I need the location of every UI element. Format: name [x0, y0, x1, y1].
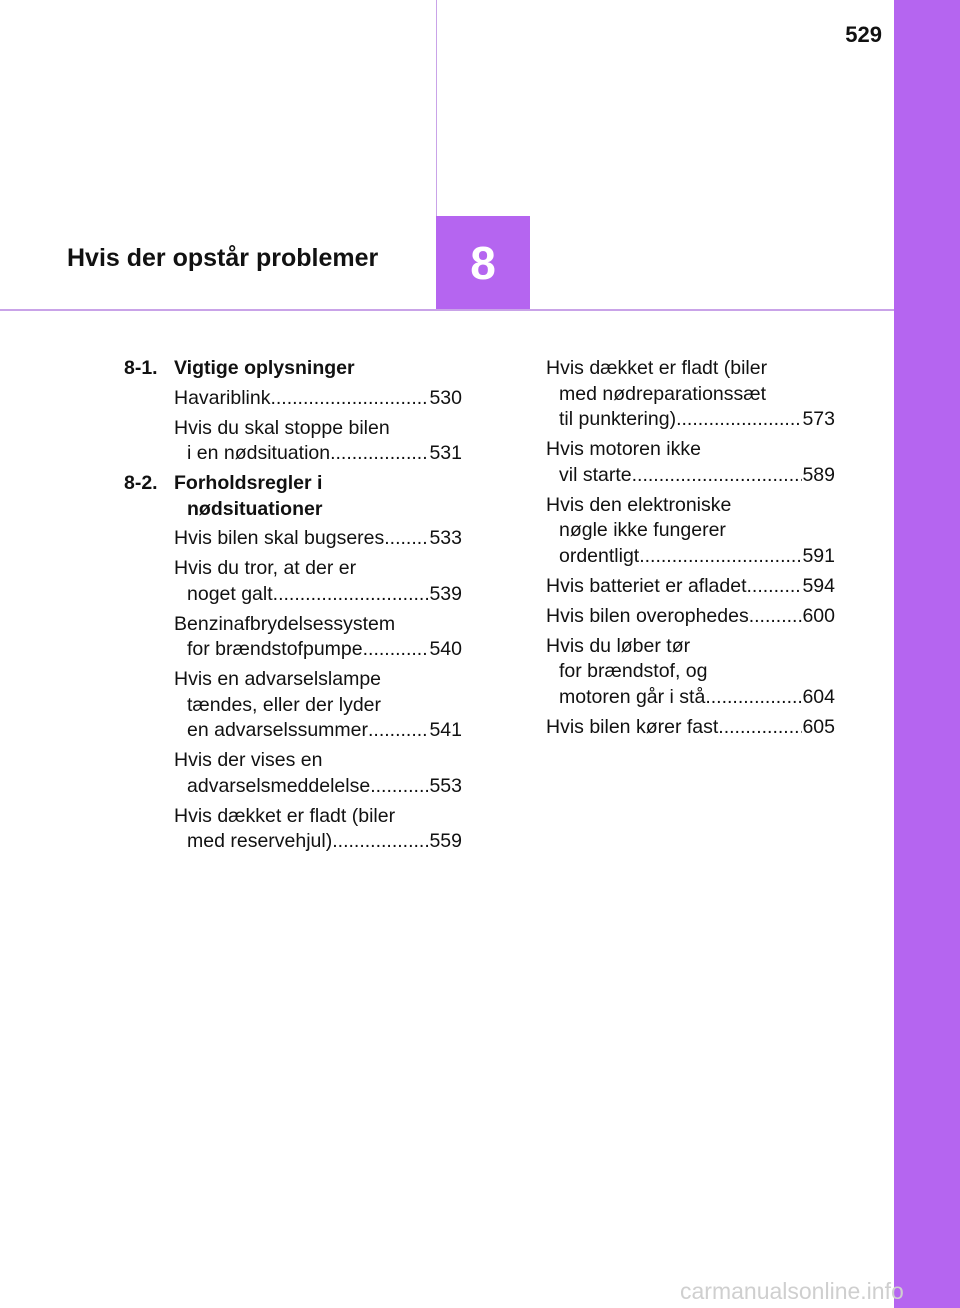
toc-dot-leader: [747, 574, 803, 600]
toc-entry-line: i en nødsituation: [187, 442, 331, 464]
toc-page-number: 533: [429, 527, 462, 549]
toc-entry-line: nøgle ikke fungerer: [559, 519, 726, 541]
toc-page-number: 539: [429, 582, 462, 605]
toc-page-number: 531: [429, 442, 462, 464]
toc-page-number: 573: [802, 408, 835, 430]
toc-entry-line: noget galt: [187, 582, 273, 605]
watermark: carmanualsonline.info: [680, 1278, 904, 1304]
toc-entry[interactable]: [546, 437, 835, 488]
toc-page-number: 553: [429, 774, 462, 797]
toc-page-number: 530: [429, 386, 462, 409]
toc-entry-line: med reservehjul): [187, 830, 333, 852]
toc-entry[interactable]: [124, 612, 462, 663]
toc-entry[interactable]: [124, 416, 462, 467]
toc-entry-line: til punktering): [559, 408, 677, 430]
toc-dot-leader: [368, 718, 429, 744]
toc-entry-last-line: [174, 829, 462, 855]
toc-dot-leader: [370, 774, 429, 800]
toc-entry-last-line: [546, 407, 835, 433]
toc-entry-last-line: [546, 715, 835, 741]
toc-dot-leader: [705, 685, 802, 711]
header-vertical-rule: [436, 0, 437, 218]
toc-entry[interactable]: [546, 715, 835, 741]
toc-entry[interactable]: [124, 556, 462, 607]
section-title-line: Forholdsregler i: [174, 472, 323, 494]
toc-page-number: 589: [802, 463, 835, 486]
toc-page-number: 605: [802, 715, 835, 738]
toc-left-column: [124, 356, 462, 859]
toc-page-number: 591: [802, 544, 835, 567]
toc-entry-line: Hvis bilen kører fast: [546, 715, 719, 738]
toc-entry-line: Hvis motoren ikke: [546, 438, 701, 460]
toc-entry[interactable]: [124, 748, 462, 799]
toc-dot-leader: [330, 441, 429, 467]
chapter-number-box: 8: [436, 216, 530, 310]
toc-entry[interactable]: [124, 526, 462, 552]
toc-entry[interactable]: [546, 604, 835, 630]
chapter-title: Hvis der opstår problemer: [67, 244, 379, 272]
toc-entry-line: Hvis den elektroniske: [546, 493, 732, 516]
toc-entry-line: tændes, eller der lyder: [187, 693, 382, 716]
toc-entry[interactable]: [124, 804, 462, 855]
toc-entry-last-line: [174, 774, 462, 800]
toc-entry[interactable]: [546, 634, 835, 711]
toc-section-heading: [124, 356, 462, 382]
chapter-sidebar-tab: [894, 0, 960, 1308]
toc-page-number: 594: [802, 574, 835, 597]
toc-entry-line: motoren går i stå: [559, 685, 706, 708]
section-title-line: Vigtige oplysninger: [174, 357, 355, 379]
toc-entry-line: vil starte: [559, 463, 632, 486]
toc-entry[interactable]: [546, 356, 835, 433]
toc-dot-leader: [273, 582, 430, 608]
toc-entry-line: Hvis bilen skal bugseres: [174, 527, 385, 549]
toc-entry-line: Hvis dækket er fladt (biler: [174, 804, 396, 827]
toc-entry-line: for brændstofpumpe: [187, 638, 363, 660]
toc-entry[interactable]: [546, 493, 835, 570]
toc-entry-line: Hvis der vises en: [174, 749, 323, 771]
section-title: [174, 356, 462, 382]
toc-entry-line: Hvis dækket er fladt (biler: [546, 357, 768, 379]
toc-entry-line: med nødreparationssæt: [559, 382, 767, 405]
toc-entry-line: ordentligt: [559, 544, 640, 567]
toc-entry-last-line: [174, 526, 462, 552]
toc-page-number: 600: [802, 604, 835, 627]
toc-entry-last-line: [174, 441, 462, 467]
toc-section-heading: [124, 471, 462, 522]
toc-page-number: 604: [802, 685, 835, 708]
toc-entry-line: Hvis en advarselslampe: [174, 668, 382, 690]
toc-entry-line: for brændstof, og: [559, 660, 708, 682]
toc-dot-leader: [363, 637, 430, 663]
toc-right-column: [546, 356, 835, 745]
toc-dot-leader: [639, 544, 802, 570]
toc-page-number: 541: [429, 719, 462, 741]
toc-entry[interactable]: [124, 667, 462, 744]
toc-dot-leader: [384, 526, 429, 552]
toc-entry-last-line: [174, 386, 462, 412]
toc-entry-last-line: [546, 544, 835, 570]
toc-page-number: 540: [429, 638, 462, 660]
section-title-line: nødsituationer: [187, 497, 323, 520]
toc-entry-last-line: [174, 718, 462, 744]
toc-dot-leader: [632, 463, 803, 489]
toc-entry-last-line: [546, 574, 835, 600]
toc-entry[interactable]: [546, 574, 835, 600]
toc-dot-leader: [749, 604, 803, 630]
toc-entry-last-line: [546, 604, 835, 630]
toc-entry-line: Hvis bilen overophedes: [546, 604, 749, 627]
toc-page-number: 559: [429, 830, 462, 852]
toc-entry-last-line: [546, 463, 835, 489]
toc-entry-line: Hvis batteriet er afladet: [546, 574, 747, 597]
toc-entry-last-line: [174, 637, 462, 663]
toc-entry-line: en advarselssummer: [187, 719, 368, 741]
toc-dot-leader: [676, 407, 802, 433]
toc-dot-leader: [718, 715, 802, 741]
toc-entry-last-line: [174, 582, 462, 608]
toc-dot-leader: [332, 829, 429, 855]
toc-entry-line: Havariblink: [174, 386, 271, 409]
toc-entry-last-line: [546, 685, 835, 711]
header-horizontal-rule: [0, 309, 894, 311]
toc-dot-leader: [270, 386, 429, 412]
toc-entry[interactable]: [124, 386, 462, 412]
page-number: 529: [845, 22, 882, 47]
toc-entry-line: Hvis du tror, at der er: [174, 557, 357, 579]
section-number: 8-1.: [124, 357, 158, 379]
toc-entry-line: Hvis du skal stoppe bilen: [174, 416, 390, 439]
toc-entry-line: Benzinafbrydelsessystem: [174, 612, 396, 635]
toc-entry-line: advarselsmeddelelse: [187, 774, 371, 797]
section-number: 8-2.: [124, 472, 158, 494]
section-title: [174, 471, 462, 522]
toc-entry-line: Hvis du løber tør: [546, 634, 691, 657]
